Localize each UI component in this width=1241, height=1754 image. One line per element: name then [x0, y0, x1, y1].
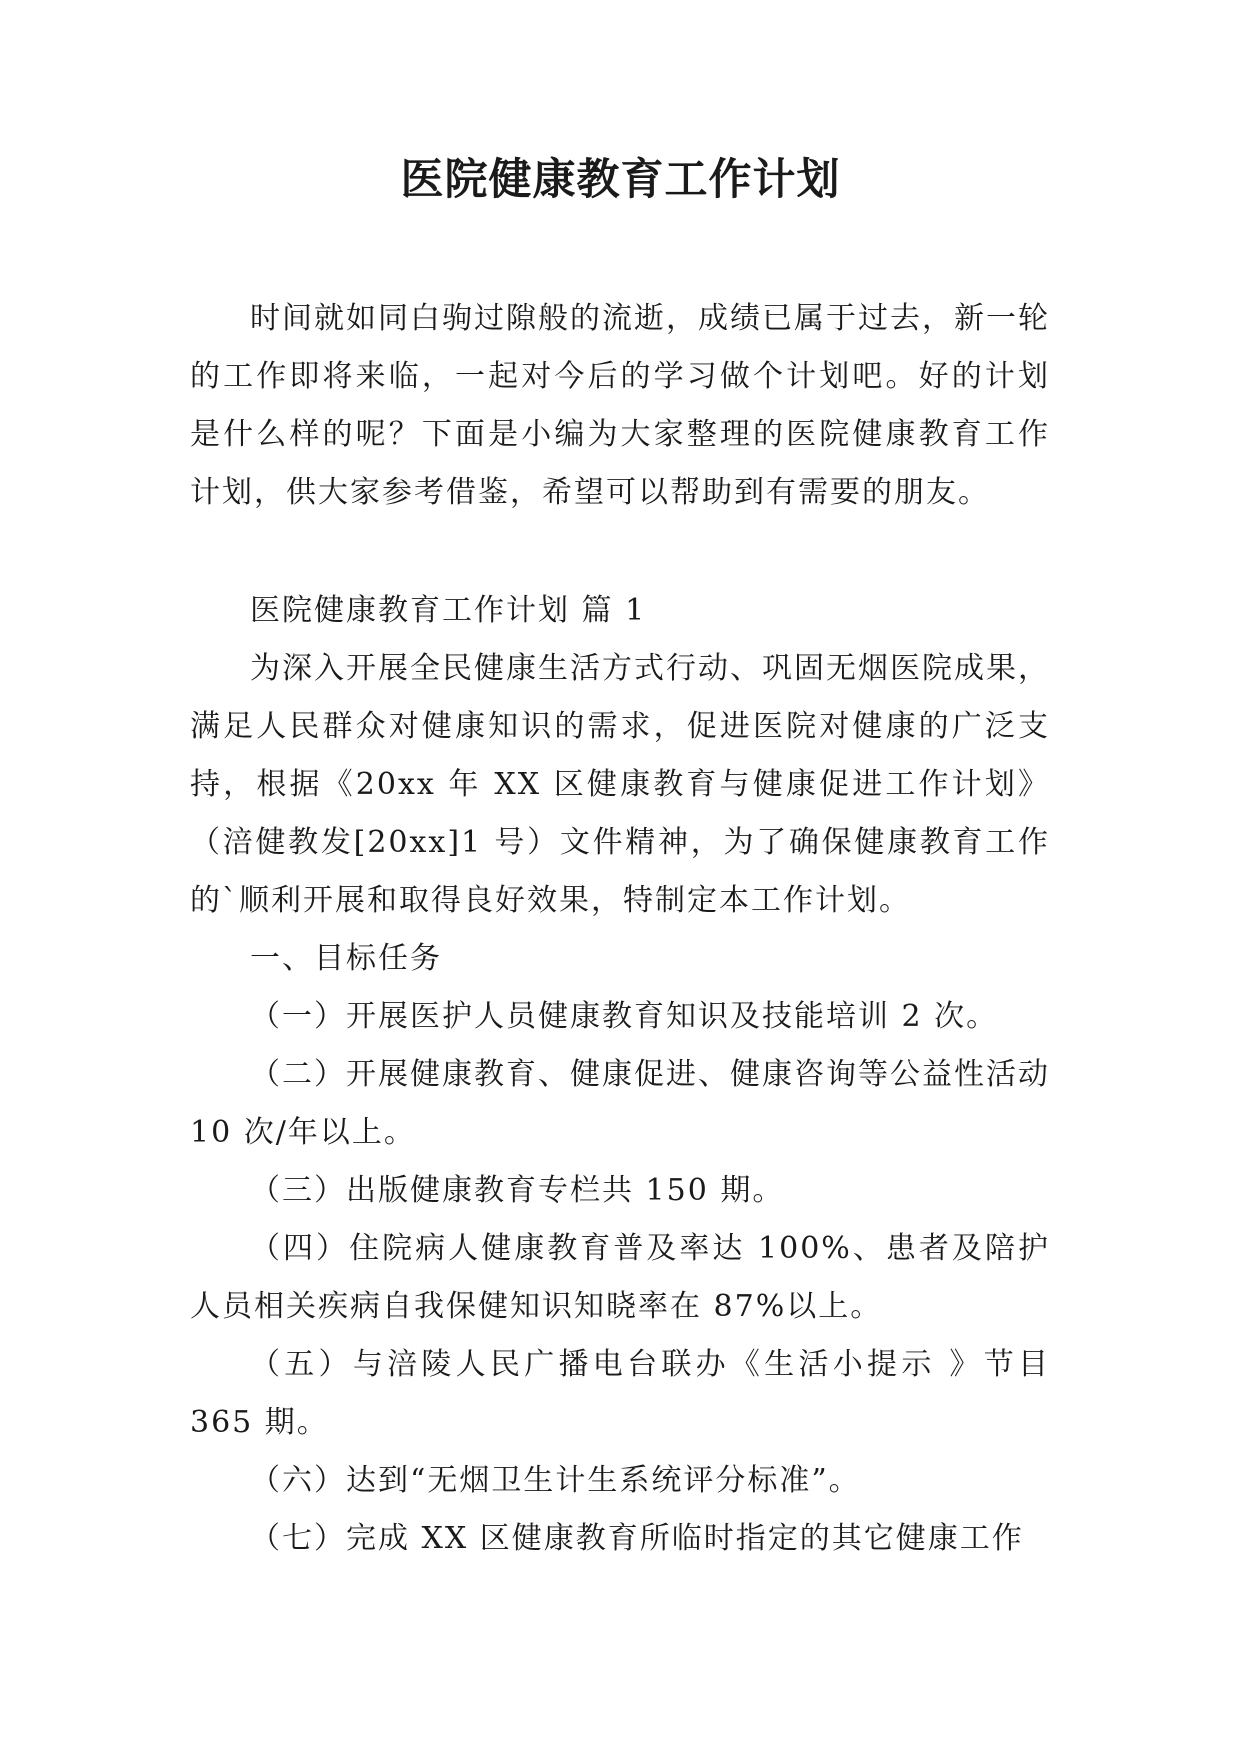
section-1	[190, 582, 1050, 1568]
paragraph-purpose: 为深入开展全民健康生活方式行动、巩固无烟医院成果，满足人民群众对健康知识的需求，促进医院对健康的广泛支持，根据《20xx 年 XX 区健康教育与健康促进工作计划》（涪健教发[20xx]1 号）文件精神，为了确保健康教育工作的`顺利开展和取得良好效果，特制定本工作计划。	[190, 651, 1050, 918]
goal-item-7: （七）完成 XX 区健康教育所临时指定的其它健康工作	[250, 1521, 1024, 1556]
goal-item-5: （五）与涪陵人民广播电台联办《生活小提示 》节目 365 期。	[190, 1347, 1050, 1440]
document-title: 医院健康教育工作计划	[400, 155, 841, 205]
goal-item-1: （一）开展医护人员健康教育知识及技能培训 2 次。	[250, 999, 999, 1034]
goal-item-2: （二）开展健康教育、健康促进、健康咨询等公益性活动 10 次/年以上。	[190, 1057, 1050, 1150]
heading-goals: 一、目标任务	[250, 941, 442, 976]
section-heading: 医院健康教育工作计划 篇 1	[250, 593, 647, 628]
goal-item-6: （六）达到“无烟卫生计生系统评分标准”。	[250, 1463, 861, 1498]
goal-item-4: （四）住院病人健康教育普及率达 100%、患者及陪护人员相关疾病自我保健知识知晓率在 87%以上。	[190, 1231, 1050, 1324]
intro-paragraph: 时间就如同白驹过隙般的流逝，成绩已属于过去，新一轮的工作即将来临，一起对今后的学习做个计划吧。好的计划是什么样的呢？下面是小编为大家整理的医院健康教育工作计划，供大家参考借鉴，希望可以帮助到有需要的朋友。	[190, 301, 1050, 510]
intro-block	[190, 290, 1050, 522]
goal-item-3: （三）出版健康教育专栏共 150 期。	[250, 1173, 785, 1208]
